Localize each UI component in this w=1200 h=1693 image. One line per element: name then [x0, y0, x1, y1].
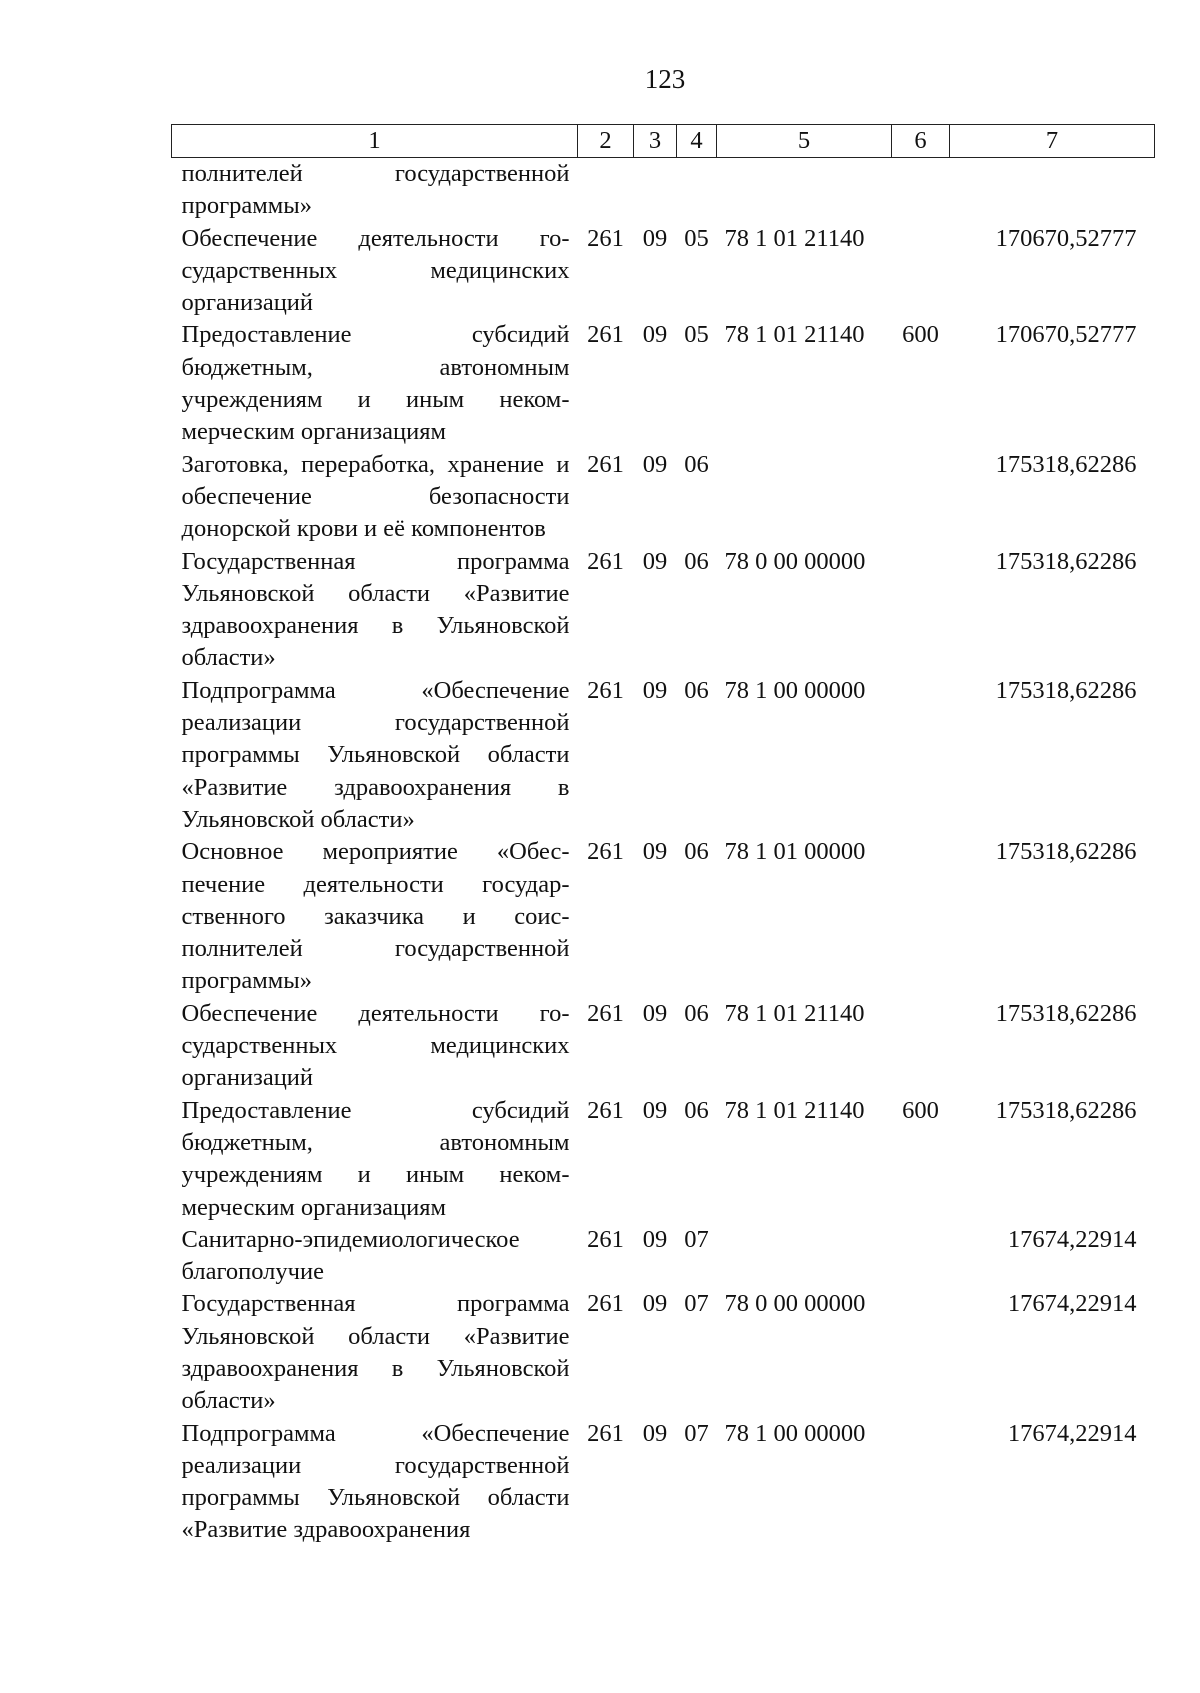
row-expense-type	[892, 998, 950, 1095]
table-row	[172, 546, 1155, 675]
table-row	[172, 675, 1155, 836]
column-header-2: 2	[578, 125, 634, 158]
row-subsection-code: 05	[684, 321, 709, 349]
row-expense-type	[892, 1224, 950, 1289]
row-subsection-code: 06	[684, 999, 709, 1027]
row-description: Обеспечение деятельности государственных медицинских организаций	[181, 999, 570, 1092]
table-row	[172, 1095, 1155, 1224]
row-target-article: 78 1 00 00000	[724, 676, 866, 704]
row-description: Государственная программа Ульяновской области «Развитие здравоохранения в Ульяновской области»	[181, 547, 570, 672]
row-expense-type	[892, 1288, 950, 1417]
row-section-code	[634, 158, 677, 223]
row-description: Обеспечение деятельности государственных медицинских организаций	[181, 224, 570, 317]
column-header-6: 6	[892, 125, 950, 158]
row-ministry-code: 261	[587, 1096, 624, 1124]
row-section-code: 09	[642, 224, 668, 252]
row-ministry-code: 261	[587, 1419, 624, 1447]
column-header-1: 1	[172, 125, 578, 158]
row-target-article	[717, 449, 892, 546]
row-target-article	[717, 1224, 892, 1289]
table-row	[172, 158, 1155, 223]
row-subsection-code: 07	[684, 1225, 709, 1253]
row-description: Государственная программа Ульяновской области «Развитие здравоохранения в Ульяновской области»	[181, 1290, 570, 1415]
row-amount: 170670,52777	[995, 321, 1137, 349]
row-ministry-code: 261	[587, 676, 624, 704]
row-subsection-code: 06	[684, 547, 709, 575]
table-row	[172, 1224, 1155, 1289]
row-section-code: 09	[642, 547, 668, 575]
column-header-5: 5	[717, 125, 892, 158]
row-section-code: 09	[642, 676, 668, 704]
row-description: Предоставление субсидий бюджетным, автономным учреждениям и иным некоммерческим организациям	[181, 321, 570, 446]
row-target-article: 78 0 00 00000	[724, 547, 866, 575]
column-header-3: 3	[634, 125, 677, 158]
row-section-code: 09	[642, 838, 668, 866]
row-subsection-code	[677, 158, 717, 223]
row-target-article: 78 1 01 21140	[724, 321, 865, 349]
row-section-code: 09	[642, 1225, 668, 1253]
row-expense-type	[892, 158, 950, 223]
row-section-code: 09	[642, 1290, 668, 1318]
row-description: Основное мероприятие «Обеспечение деятельности государственного заказчика и соисполнителей государственной программы»	[181, 838, 570, 995]
row-ministry-code	[578, 158, 634, 223]
row-subsection-code: 06	[684, 676, 709, 704]
table-header-row	[172, 125, 1155, 158]
row-amount: 175318,62286	[995, 547, 1137, 575]
row-ministry-code: 261	[587, 999, 624, 1027]
row-section-code: 09	[642, 1419, 668, 1447]
row-subsection-code: 05	[684, 224, 709, 252]
row-amount: 17674,22914	[1007, 1225, 1137, 1253]
row-expense-type	[892, 449, 950, 546]
row-description: Подпрограмма «Обеспечение реализации государственной программы Ульяновской области «Развитие здравоохранения в Ульяновской области»	[181, 676, 570, 833]
row-amount: 175318,62286	[995, 999, 1137, 1027]
row-section-code: 09	[642, 450, 668, 478]
row-amount: 170670,52777	[995, 224, 1137, 252]
column-header-4: 4	[677, 125, 717, 158]
row-target-article: 78 1 01 21140	[724, 1096, 865, 1124]
row-ministry-code: 261	[587, 450, 624, 478]
row-ministry-code: 261	[587, 224, 624, 252]
row-expense-type	[892, 546, 950, 675]
row-subsection-code: 06	[684, 1096, 709, 1124]
row-description: Санитарно-эпидемиологическое благополучие	[181, 1225, 520, 1286]
row-expense-type	[892, 223, 950, 320]
row-subsection-code: 06	[684, 838, 709, 866]
table-row	[172, 223, 1155, 320]
row-expense-type	[892, 836, 950, 997]
row-section-code: 09	[642, 321, 668, 349]
table-row	[172, 1288, 1155, 1417]
row-section-code: 09	[642, 1096, 668, 1124]
table-row	[172, 1418, 1155, 1547]
row-target-article: 78 1 00 00000	[724, 1419, 866, 1447]
row-amount: 175318,62286	[995, 1096, 1137, 1124]
row-ministry-code: 261	[587, 321, 624, 349]
row-amount: 175318,62286	[995, 838, 1137, 866]
row-target-article: 78 1 01 21140	[724, 224, 865, 252]
budget-table	[171, 124, 1155, 1547]
column-header-7: 7	[950, 125, 1155, 158]
row-expense-type	[892, 675, 950, 836]
table-row	[172, 998, 1155, 1095]
row-amount: 17674,22914	[1007, 1419, 1137, 1447]
row-description: Предоставление субсидий бюджетным, автономным учреждениям и иным некоммерческим организациям	[181, 1096, 570, 1221]
row-amount: 17674,22914	[1007, 1290, 1137, 1318]
row-target-article: 78 0 00 00000	[724, 1290, 866, 1318]
row-description: Подпрограмма «Обеспечение реализации государственной программы Ульяновской области «Развитие здравоохранения	[181, 1419, 570, 1544]
row-subsection-code: 07	[684, 1290, 709, 1318]
row-description: Заготовка, переработка, хранение и обеспечение безопасности донорской крови и её компонентов	[181, 450, 570, 543]
row-description: полнителей государственной программы»	[181, 160, 570, 220]
row-ministry-code: 261	[587, 838, 624, 866]
row-amount: 175318,62286	[995, 676, 1137, 704]
row-target-article	[717, 158, 892, 223]
table-row	[172, 836, 1155, 997]
row-section-code: 09	[642, 999, 668, 1027]
row-subsection-code: 07	[684, 1419, 709, 1447]
row-amount: 175318,62286	[995, 450, 1137, 478]
row-ministry-code: 261	[587, 1225, 624, 1253]
row-amount	[950, 158, 1155, 223]
row-expense-type	[892, 1418, 950, 1547]
row-expense-type: 600	[902, 1096, 939, 1124]
table-row	[172, 319, 1155, 448]
row-ministry-code: 261	[587, 547, 624, 575]
page-number: 123	[644, 64, 686, 94]
row-target-article: 78 1 01 21140	[724, 999, 865, 1027]
row-expense-type: 600	[902, 321, 939, 349]
row-subsection-code: 06	[684, 450, 709, 478]
row-ministry-code: 261	[587, 1290, 624, 1318]
table-row	[172, 449, 1155, 546]
row-target-article: 78 1 01 00000	[724, 838, 866, 866]
